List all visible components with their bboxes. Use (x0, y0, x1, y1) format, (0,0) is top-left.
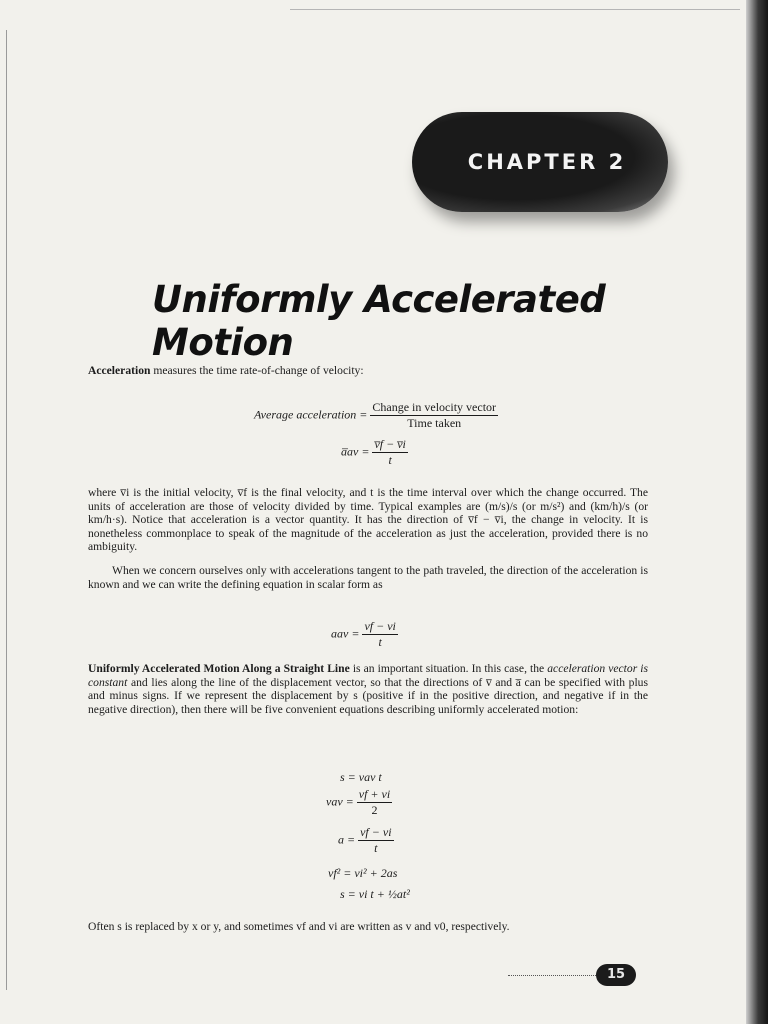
eq3-fraction (358, 825, 393, 856)
eq2-lhs: vav = (326, 794, 354, 809)
chapter-label: CHAPTER 2 (467, 150, 627, 174)
eq-avg-fraction2 (372, 437, 407, 468)
body-paragraph-2: When we concern ourselves only with accelerations tangent to the path traveled, the direction of the acceleration is known and we can write the defining equation in scalar form as (88, 564, 648, 591)
eq-scalar-fraction (362, 619, 397, 650)
eq-avg-fraction (370, 400, 498, 431)
equation-3 (338, 825, 394, 856)
intro-paragraph (88, 364, 648, 378)
equation-1: s = vav t (340, 770, 382, 784)
scan-top-line (290, 9, 740, 10)
page-number: 15 (606, 967, 626, 982)
body-paragraph-1: where v̅i is the initial velocity, v̅f is the final velocity, and t is the time interval over which the change occurred. The units of acceleration are those of velocity divided by time. Typical examples are (m/s)/s (or m/s²) and (km/h)/s (or km/h·s). Notice that acceleration is a vector quantity. It has the direction of v̅f − v̅i, the change in velocity. It is nonetheless commonplace to speak of the magnitude of the acceleration as just the acceleration, provided there is no ambiguity. (88, 486, 648, 554)
closing-paragraph: Often s is replaced by x or y, and sometimes vf and vi are written as v and v0, respectively. (88, 920, 510, 933)
eq-scalar-numerator: vf − vi (364, 619, 396, 633)
scan-binding-shadow (746, 0, 768, 1024)
eq3-lhs: a = (338, 832, 356, 847)
eq3-denominator: t (374, 841, 378, 855)
eq-avg-lhs: Average acceleration = (254, 407, 368, 422)
equation-average-acceleration-vector (341, 437, 408, 468)
equation-5: s = vi t + ½at² (340, 887, 410, 901)
equation-scalar-acceleration (331, 619, 398, 650)
para3-italic: acceleration vector is constant (88, 662, 649, 689)
chapter-title: Uniformly Accelerated Motion (152, 278, 606, 364)
body-paragraph-3 (88, 662, 648, 716)
eq-avg-lhs2: a̅av = (341, 444, 370, 459)
eq-scalar-lhs: aav = (331, 626, 360, 641)
intro-text: measures the time rate-of-change of velocity: (150, 364, 364, 377)
eq-avg-denominator: Time taken (407, 416, 462, 430)
eq2-fraction (357, 787, 392, 818)
page-number-rule (508, 975, 596, 977)
eq2-numerator: vf + vi (358, 787, 391, 801)
eq-scalar-denominator: t (378, 635, 382, 649)
equation-2 (326, 787, 392, 818)
equation-4: vf² = vi² + 2as (328, 866, 398, 880)
eq-avg-denominator2: t (388, 453, 392, 467)
eq-avg-numerator: Change in velocity vector (372, 400, 497, 414)
intro-term: Acceleration (88, 364, 151, 377)
eq-avg-numerator2: v̅f − v̅i (374, 437, 406, 451)
eq2-denominator: 2 (371, 803, 378, 817)
para3-text-b: and lies along the line of the displacement vector, so that the directions of v̅ and a̅ can be specified with plus and minus signs. If we represent the displacement by s (positive if in the positive direction, and negative if in the negative direction), then there will be five convenient equations describing uniformly accelerated motion: (88, 675, 648, 716)
para3-text-a: is an important situation. In this case, the (349, 662, 548, 675)
eq3-numerator: vf − vi (360, 825, 392, 839)
equation-average-acceleration (254, 400, 498, 431)
scan-edge-line (6, 30, 7, 990)
para3-term: Uniformly Accelerated Motion Along a Straight Line (88, 662, 350, 675)
